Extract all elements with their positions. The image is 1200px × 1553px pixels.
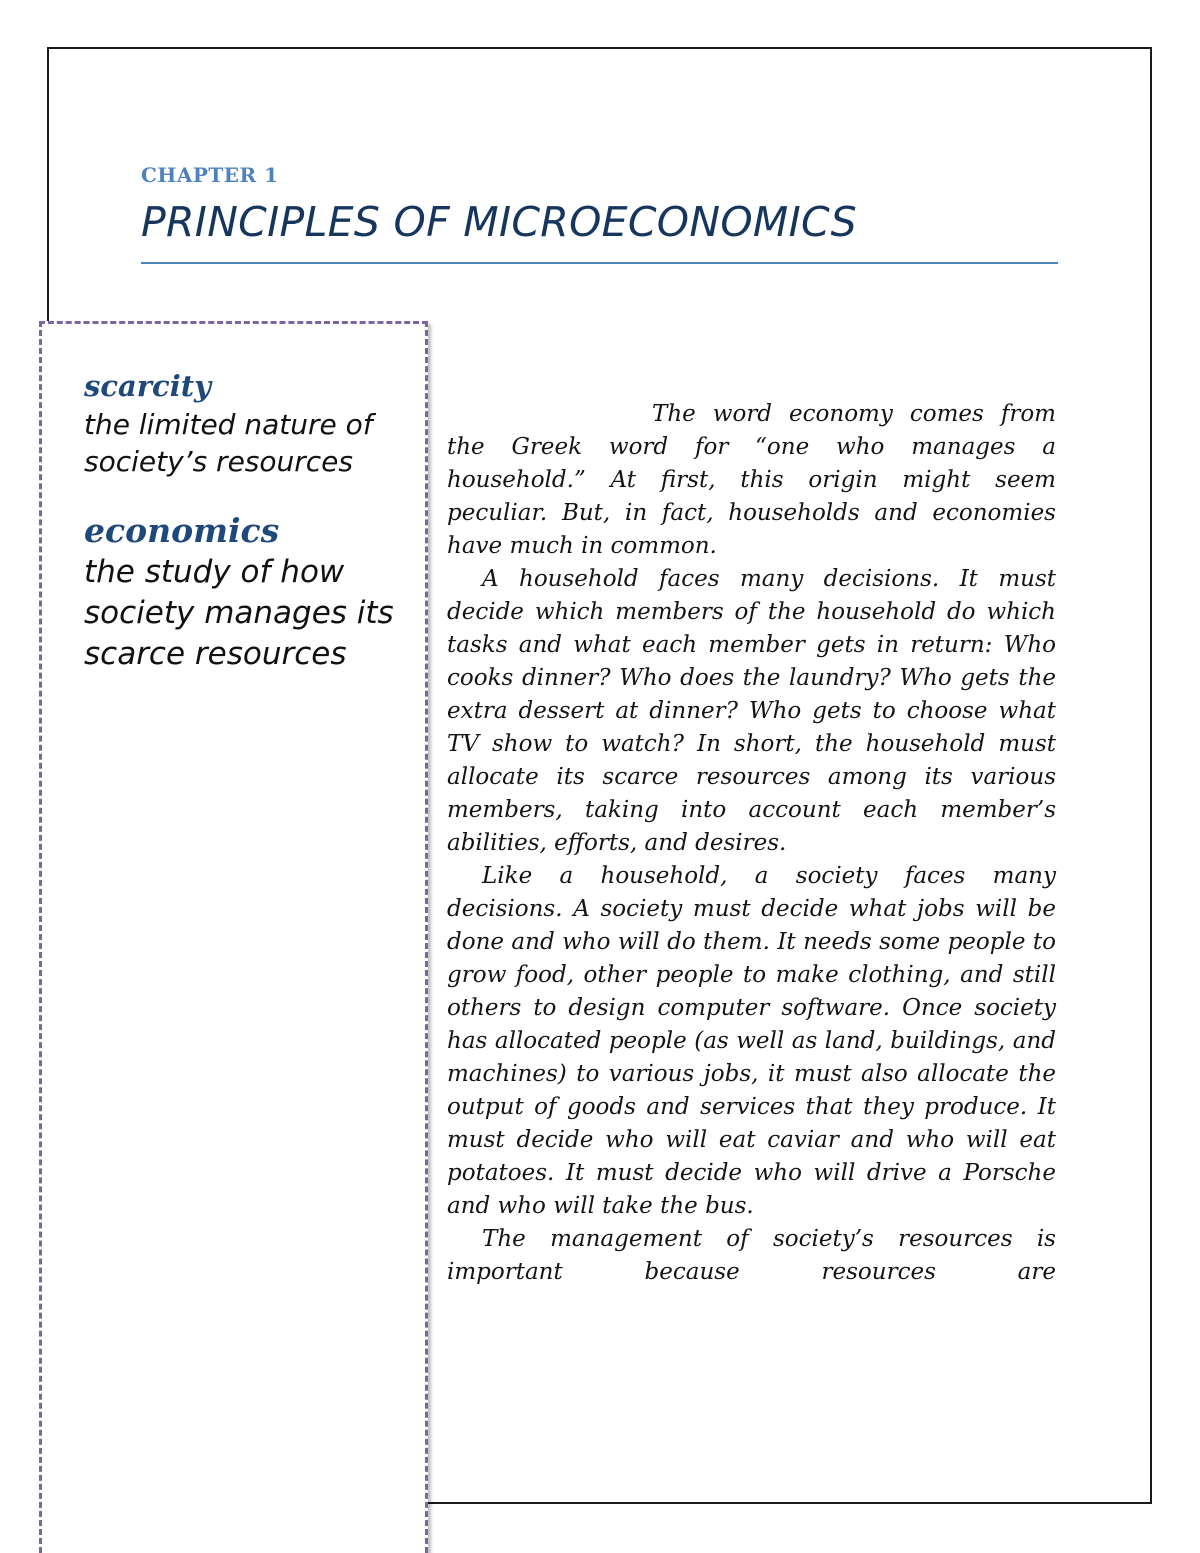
title-rule [141, 262, 1058, 264]
body-paragraph-2: A household faces many decisions. It must decide which members of the household do which tasks and what each member gets in return: Who cooks dinner? Who does the laundry? Who gets the extra dessert at dinner? Who gets to choose what TV show to watch? In short, the household must allocate its scarce resources among its various members, taking into account each member’s abilities, efforts, and desires. [447, 566, 1056, 856]
glossary-term-economics: economics [84, 511, 280, 550]
glossary-definition-economics: the study of how society manages its scarce resources [84, 554, 394, 672]
body-paragraph-3: Like a household, a society faces many decisions. A society must decide what jobs will be done and who will do them. It needs some people to grow food, other people to make clothing, and still others to design computer software. Once society has allocated people (as well as land, buildings, and machines) to various jobs, it must also allocate the output of goods and services that they produce. It must decide who will eat caviar and who will eat potatoes. It must decide who will drive a Porsche and who will take the bus. [447, 863, 1056, 1219]
body-paragraph-1: The word economy comes from the Greek word for “one who manages a household.” At first, this origin might seem peculiar. But, in fact, households and economies have much in common. [447, 401, 1056, 559]
glossary-definition-scarcity: the limited nature of society’s resources [84, 408, 373, 478]
chapter-label: CHAPTER 1 [141, 163, 279, 187]
body-paragraph-4: The management of society’s resources is important because resources are [447, 1226, 1056, 1285]
glossary-list [84, 366, 414, 675]
chapter-title: PRINCIPLES OF MICROECONOMICS [141, 198, 857, 246]
body-text [447, 398, 1056, 1289]
glossary-term-scarcity: scarcity [84, 369, 211, 403]
